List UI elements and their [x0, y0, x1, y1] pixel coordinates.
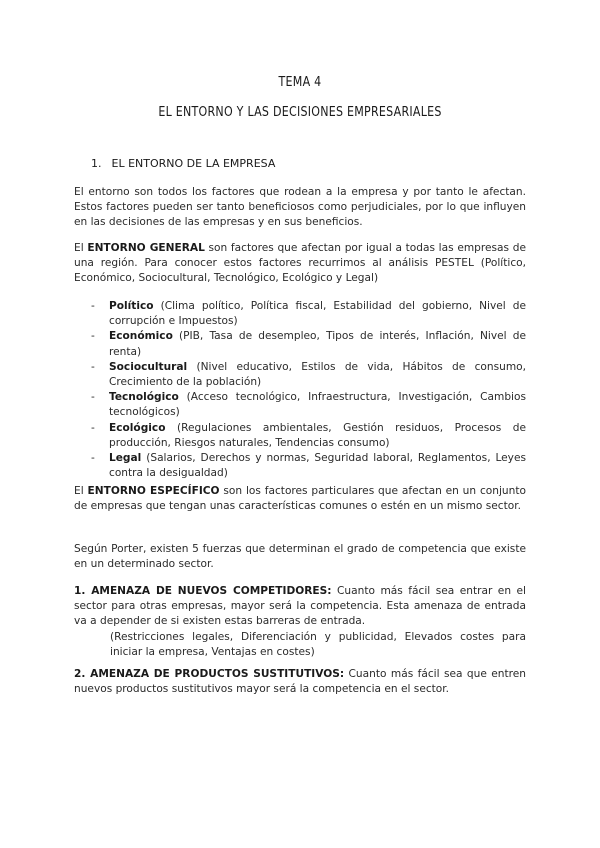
dash-bullet: - — [91, 330, 95, 343]
porter-paragraph: Según Porter, existen 5 fuerzas que determinan el grado de competencia que existe en un determinado sector. — [74, 543, 526, 571]
dash-bullet: - — [91, 421, 95, 434]
list-item — [91, 329, 526, 359]
dash-bullet: - — [91, 360, 95, 373]
pestel-term: Tecnológico — [109, 391, 179, 404]
specific-text: son los factores particulares que afectan en un conjunto de empresas que tengan unas características comunes o estén en un mismo sector. — [74, 485, 526, 513]
list-item — [91, 451, 526, 481]
specific-prefix: El — [74, 485, 88, 497]
pestel-term: Económico — [109, 330, 173, 343]
pestel-term: Ecológico — [109, 421, 166, 434]
section-heading — [91, 157, 275, 170]
specific-term: ENTORNO ESPECÍFICO — [87, 485, 220, 497]
pestel-desc: (PIB, Tasa de desempleo, Tipos de interés, Inflación, Nivel de renta) — [109, 330, 526, 358]
force1-text: Cuanto más fácil sea entrar en el sector para otras empresas, mayor será la competencia. Esta amenaza de entrada va a depender de si existen estas barreras de entrada. — [74, 585, 526, 628]
general-prefix: El — [74, 242, 88, 254]
pestel-desc: (Nivel educativo, Estilos de vida, Hábitos de consumo, Crecimiento de la población) — [109, 360, 526, 389]
pestel-desc: (Regulaciones ambientales, Gestión residuos, Procesos de producción, Riesgos naturales, Tendencias consumo) — [109, 421, 526, 449]
force2-term: 2. AMENAZA DE PRODUCTOS SUSTITUTIVOS: — [74, 668, 345, 680]
force1-paragraph — [74, 584, 526, 660]
pestel-desc: (Salarios, Derechos y normas, Seguridad laboral, Reglamentos, Leyes contra la desigualdad) — [109, 452, 526, 480]
list-item — [91, 421, 526, 451]
pestel-term: Político — [109, 300, 154, 312]
general-text: son factores que afectan por igual a todas las empresas de una región. Para conocer estos factores recurrimos al análisis PESTEL (Político, Económico, Sociocultural, Tecnológico, Ecológico y Legal) — [74, 242, 526, 285]
dash-bullet: - — [91, 300, 95, 312]
dash-bullet: - — [91, 452, 95, 465]
specific-paragraph — [74, 484, 526, 514]
general-term: ENTORNO GENERAL — [87, 242, 205, 254]
pestel-term: Legal — [109, 452, 142, 465]
force1-note: (Restricciones legales, Diferenciación y publicidad, Elevados costes para iniciar la empresa, Ventajas en costes) — [110, 630, 526, 658]
topic-subtitle: EL ENTORNO Y LAS DECISIONES EMPRESARIALES — [158, 104, 442, 120]
list-item — [91, 390, 526, 420]
dash-bullet: - — [91, 391, 95, 404]
intro-paragraph: El entorno son todos los factores que rodean a la empresa y por tanto le afectan. Estos factores pueden ser tanto beneficiosos como perjudiciales, por lo que influyen en las decisiones de las empresas y en sus beneficios. — [74, 186, 526, 229]
section-number: 1. — [91, 157, 102, 170]
pestel-desc: (Acceso tecnológico, Infraestructura, Investigación, Cambios tecnológicos) — [109, 391, 526, 419]
force1-term: 1. AMENAZA DE NUEVOS COMPETIDORES: — [74, 585, 332, 597]
force2-paragraph — [74, 667, 526, 697]
section-heading-text: EL ENTORNO DE LA EMPRESA — [111, 157, 276, 170]
pestel-term: Sociocultural — [109, 360, 188, 373]
pestel-list — [91, 299, 526, 481]
list-item — [91, 299, 526, 329]
topic-title: TEMA 4 — [278, 74, 322, 90]
force2-text: Cuanto más fácil sea que entren nuevos productos sustitutivos mayor será la competencia en el sector. — [74, 668, 526, 696]
pestel-desc: (Clima político, Política fiscal, Estabilidad del gobierno, Nivel de corrupción e Impuestos) — [109, 300, 526, 328]
list-item — [91, 360, 526, 390]
general-paragraph — [74, 241, 526, 287]
